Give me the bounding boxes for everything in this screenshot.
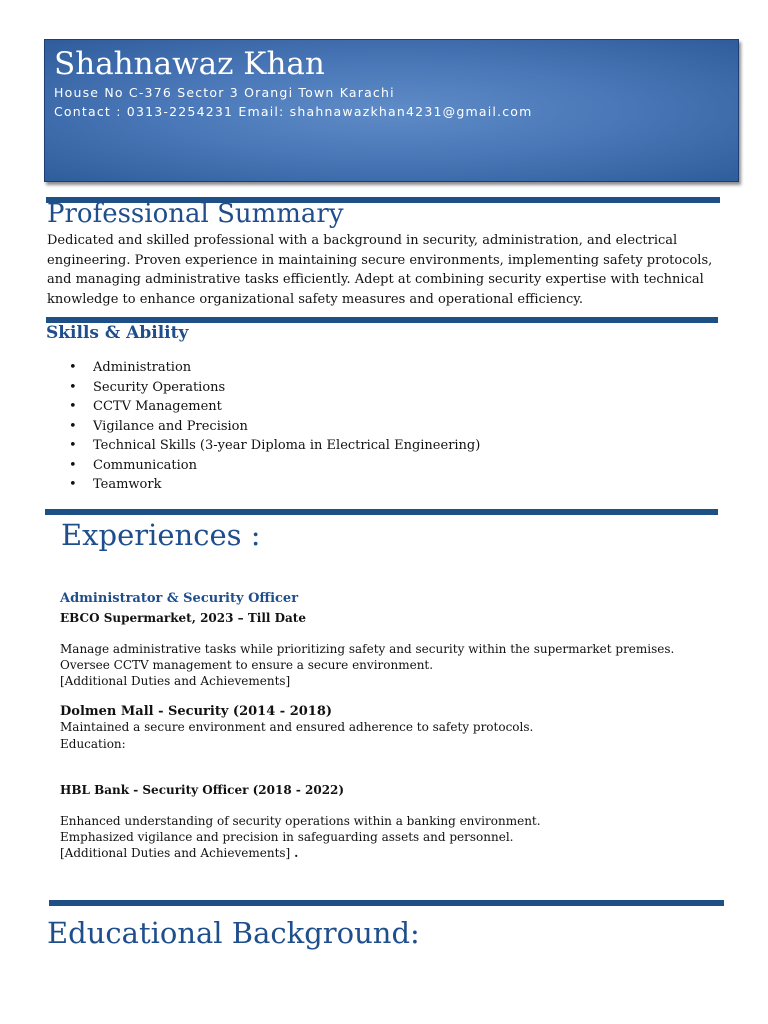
candidate-name: Shahnawaz Khan xyxy=(54,46,325,82)
skill-item: • Vigilance and Precision xyxy=(47,417,480,437)
bullet-icon: • xyxy=(69,418,77,434)
job-duty-line: Education: xyxy=(60,737,126,751)
skill-item: • CCTV Management xyxy=(47,397,480,417)
experiences-heading: Experiences : xyxy=(61,518,261,552)
job-duty-line: [Additional Duties and Achievements] xyxy=(60,674,291,688)
job-company: EBCO Supermarket, 2023 – Till Date xyxy=(60,611,306,625)
job-duty-line: Emphasized vigilance and precision in safeguarding assets and personnel. xyxy=(60,830,514,844)
job-company: Dolmen Mall - Security (2014 - 2018) xyxy=(60,704,333,719)
skill-item: • Administration xyxy=(47,358,480,378)
bullet-icon: • xyxy=(69,379,77,395)
skills-list xyxy=(47,358,480,495)
education-heading: Educational Background: xyxy=(47,916,420,950)
header-banner xyxy=(44,39,739,182)
contact-line: Contact : 0313-2254231 Email: shahnawazkhan4231@gmail.com xyxy=(54,104,533,119)
skill-item: • Technical Skills (3-year Diploma in Electrical Engineering) xyxy=(47,436,480,456)
skill-item: • Teamwork xyxy=(47,475,480,495)
bullet-icon: • xyxy=(69,477,77,492)
skill-item: • Communication xyxy=(47,456,480,476)
job-duty-line: Maintained a secure environment and ensured adherence to safety protocols. xyxy=(60,720,534,734)
skill-item: • Security Operations xyxy=(47,378,480,398)
section-divider xyxy=(49,900,724,906)
job-title: Administrator & Security Officer xyxy=(60,591,299,606)
bullet-icon: • xyxy=(69,399,77,414)
job-duty-line: Manage administrative tasks while prioritizing safety and security within the supermarket premises. xyxy=(60,642,675,656)
section-divider xyxy=(45,509,718,515)
job-duty-line: Oversee CCTV management to ensure a secure environment. xyxy=(60,658,434,672)
summary-line: and managing administrative tasks efficiently. Adept at combining security expertise with technical xyxy=(47,272,704,287)
bullet-icon: • xyxy=(69,457,77,473)
job-company: HBL Bank - Security Officer (2018 - 2022) xyxy=(60,783,345,797)
bullet-icon: • xyxy=(69,438,77,453)
job-duty-line: [Additional Duties and Achievements] . xyxy=(60,846,299,860)
job-duty-line: Enhanced understanding of security operations within a banking environment. xyxy=(60,814,541,828)
summary-heading: Professional Summary xyxy=(47,199,344,229)
address-line: House No C-376 Sector 3 Orangi Town Karachi xyxy=(54,85,395,100)
trailing-dot: . xyxy=(294,846,299,860)
summary-line: engineering. Proven experience in maintaining secure environments, implementing safety protocols, xyxy=(47,252,713,268)
bullet-icon: • xyxy=(69,360,77,375)
summary-line: Dedicated and skilled professional with a background in security, administration, and electrical xyxy=(47,233,678,248)
skills-heading: Skills & Ability xyxy=(46,323,189,343)
summary-line: knowledge to enhance organizational safety measures and operational efficiency. xyxy=(47,291,584,307)
summary-text xyxy=(47,231,727,309)
